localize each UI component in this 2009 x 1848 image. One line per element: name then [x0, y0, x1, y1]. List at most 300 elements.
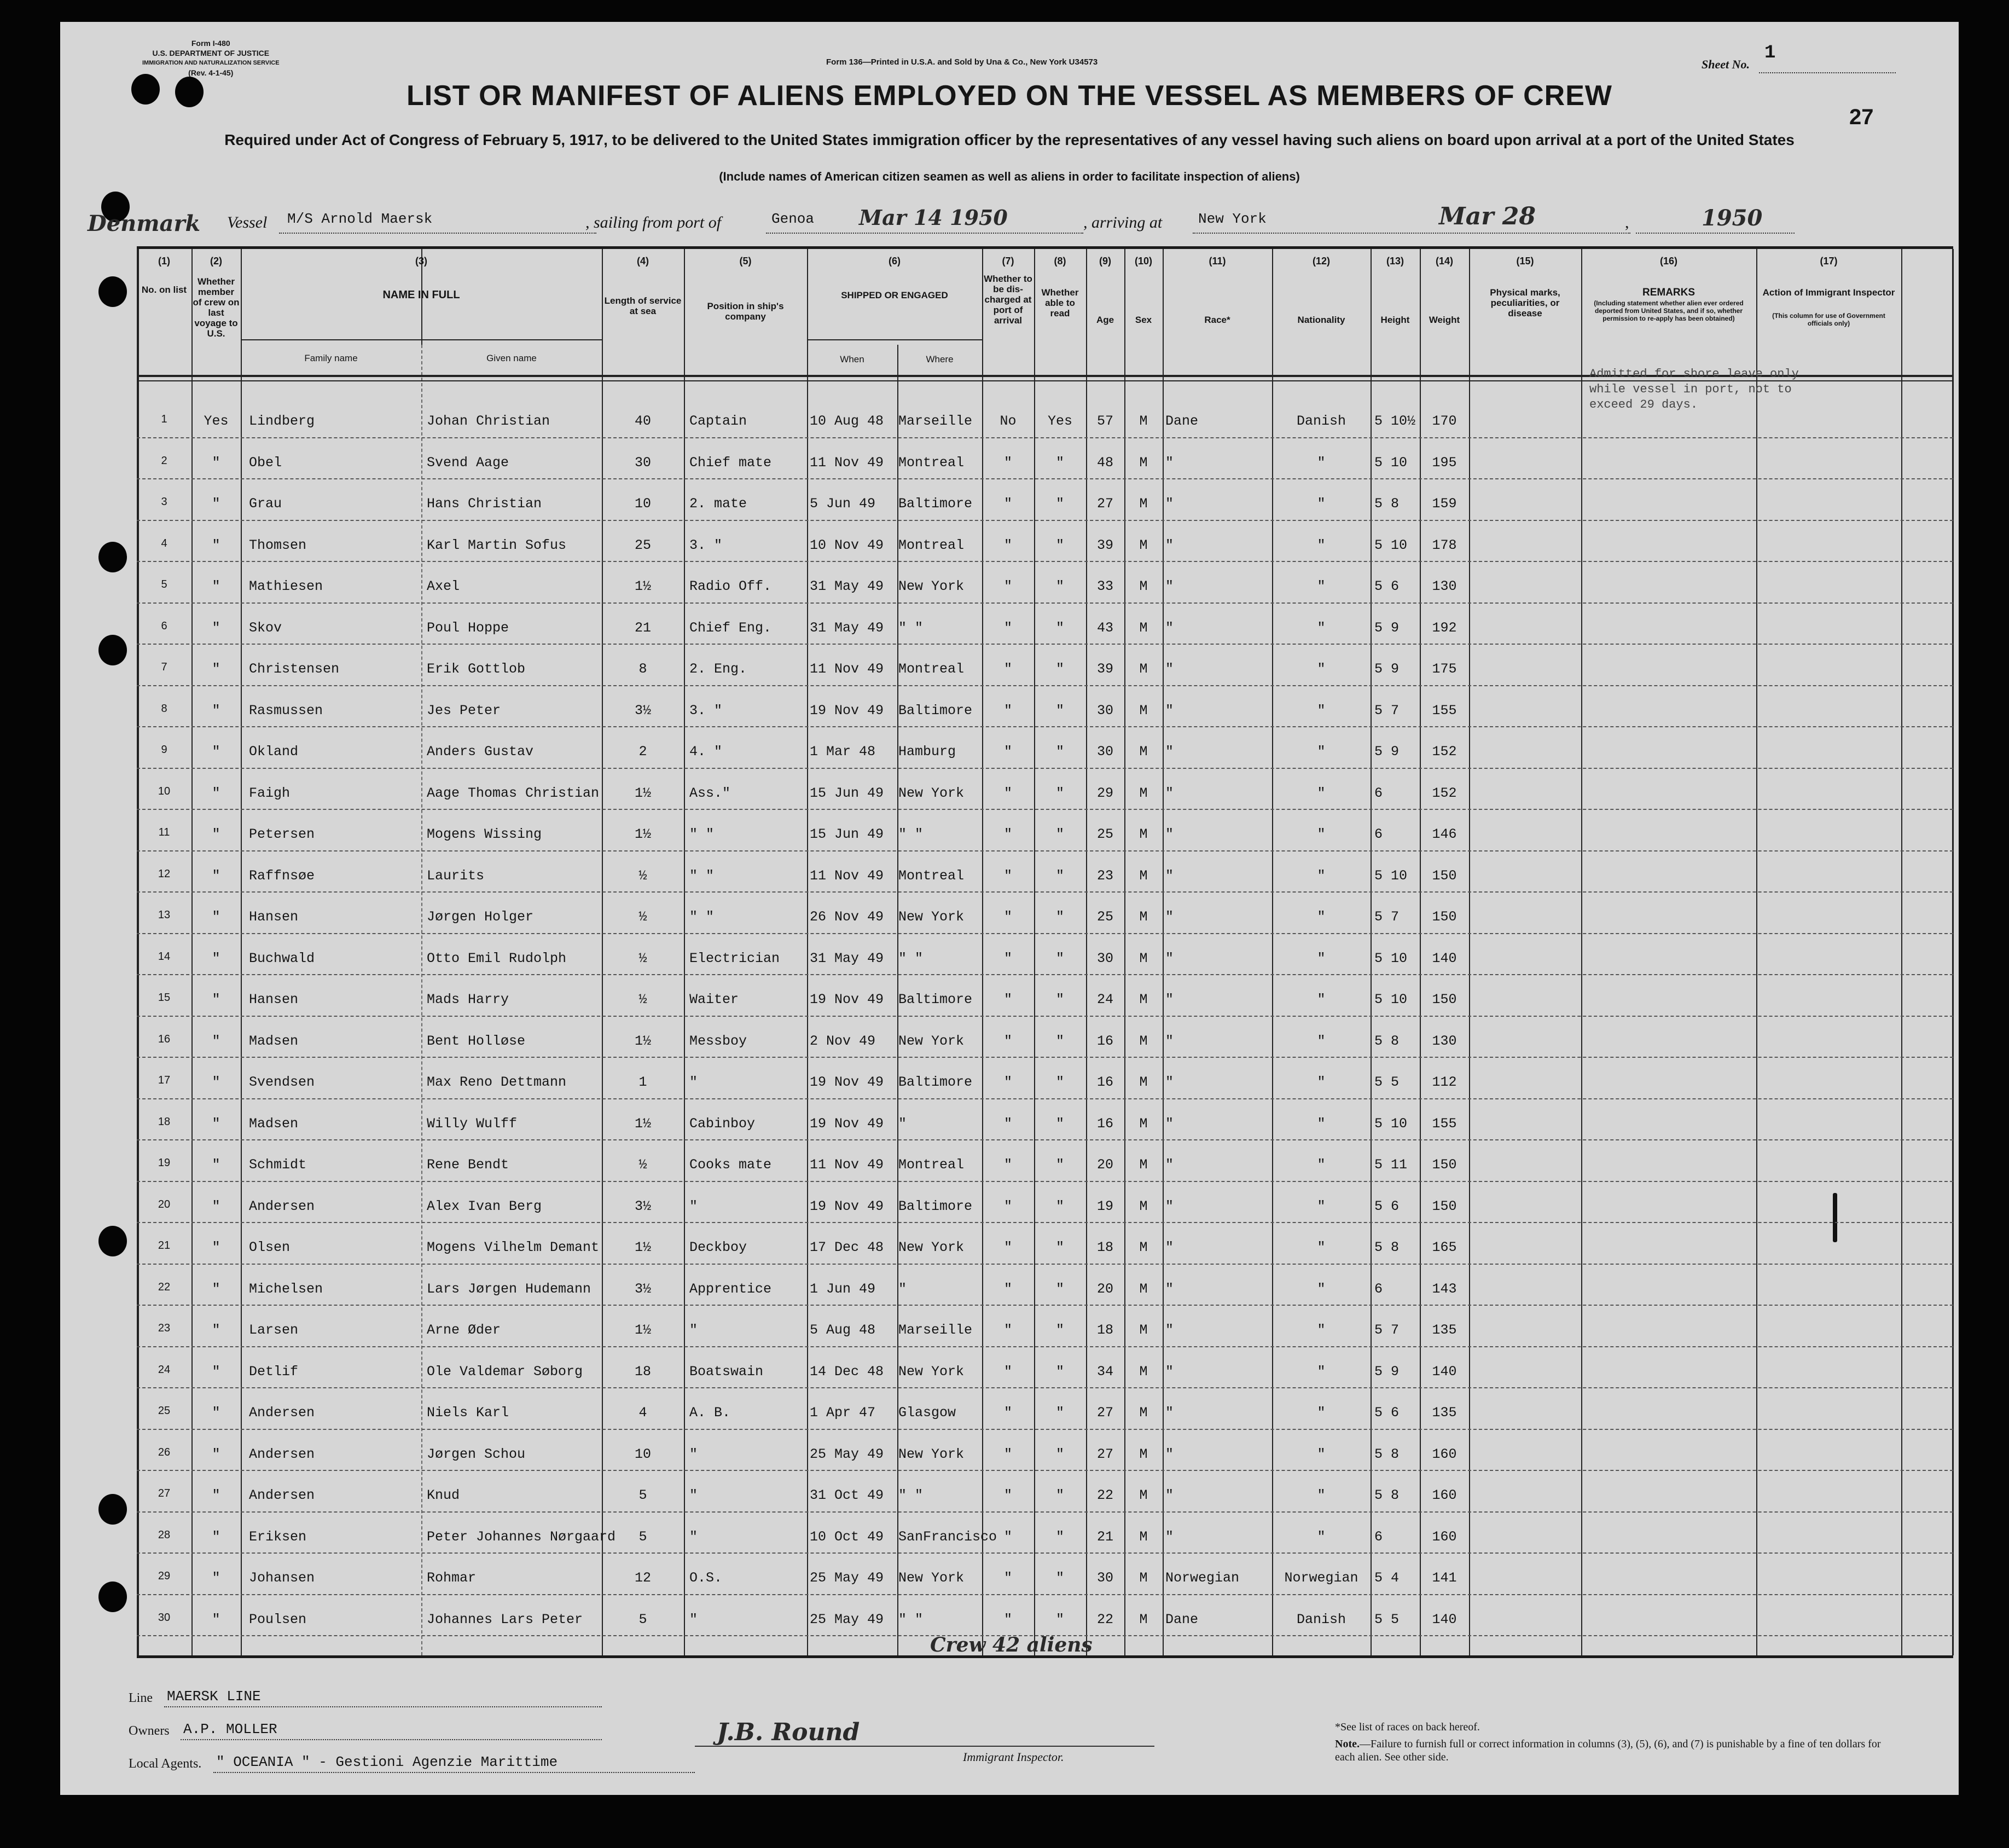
age: 22: [1096, 1611, 1113, 1627]
position: Waiter: [689, 992, 739, 1007]
discharged: ": [1003, 744, 1012, 760]
position: Chief Eng.: [689, 619, 772, 636]
discharged: ": [1003, 1157, 1012, 1173]
able-to-read: ": [1055, 1157, 1064, 1173]
given-name: Rene Bendt: [427, 1157, 509, 1173]
discharged: ": [1003, 785, 1012, 801]
owners-label: Owners: [129, 1724, 170, 1738]
given-name: Jørgen Holger: [427, 909, 534, 925]
table-row: [137, 562, 1953, 603]
family-name: Andersen: [249, 1198, 315, 1214]
col-number: (11): [1209, 256, 1226, 267]
height: 5 10: [1374, 537, 1408, 553]
age: 48: [1096, 454, 1113, 471]
race: ": [1165, 1281, 1174, 1297]
race: ": [1165, 496, 1174, 512]
weight: 192: [1432, 619, 1457, 636]
table-row: [137, 1099, 1953, 1140]
height: 5 8: [1374, 496, 1400, 512]
shipped-where: Baltimore: [898, 992, 973, 1007]
required-statement: Required under Act of Congress of February 5, 1917, to be delivered to the United States immigration officer by the representatives of any vessel having such aliens on board upon arrival at a port of the United States: [224, 131, 1795, 148]
length-of-service: 3½: [634, 1281, 651, 1297]
given-name: Jørgen Schou: [427, 1446, 526, 1462]
previous-voyage: ": [212, 1157, 220, 1173]
sex: M: [1139, 1157, 1148, 1173]
nationality: ": [1317, 1074, 1326, 1090]
family-name: Faigh: [249, 785, 291, 801]
previous-voyage: ": [212, 537, 220, 553]
header-able-read: Whether able to read: [1041, 287, 1079, 318]
position: Cabinboy: [689, 1115, 756, 1132]
age: 16: [1096, 1074, 1113, 1090]
shipped-where: Hamburg: [898, 744, 956, 760]
age: 21: [1096, 1528, 1113, 1545]
weight: 160: [1432, 1446, 1457, 1462]
able-to-read: ": [1055, 826, 1064, 842]
previous-voyage: Yes: [204, 413, 229, 429]
height: 5 9: [1374, 1363, 1400, 1380]
position: Boatswain: [689, 1363, 764, 1380]
nationality: ": [1317, 702, 1326, 719]
weight: 140: [1432, 1363, 1457, 1380]
row-number: 23: [158, 1322, 171, 1334]
row-number: 4: [161, 537, 167, 549]
sex: M: [1139, 661, 1148, 677]
shipped-where: Marseille: [898, 413, 973, 429]
shipped-when: 19 Nov 49: [810, 1074, 884, 1090]
position: ": [689, 1528, 698, 1545]
able-to-read: ": [1055, 909, 1064, 925]
nationality: Danish: [1296, 1611, 1346, 1627]
row-number: 16: [158, 1033, 171, 1045]
sex: M: [1139, 1033, 1148, 1049]
shipped-where: New York: [898, 578, 965, 594]
sailing-label: , sailing from port of: [585, 213, 722, 231]
row-number: 19: [158, 1157, 171, 1169]
race: ": [1165, 537, 1174, 553]
row-number: 6: [161, 619, 167, 632]
age: 39: [1096, 537, 1113, 553]
sheet-label: Sheet No.: [1702, 57, 1750, 71]
given-name: Willy Wulff: [427, 1115, 518, 1132]
nationality: ": [1317, 496, 1326, 512]
row-number: 17: [158, 1074, 171, 1086]
given-name: Anders Gustav: [427, 744, 534, 760]
col-number: (12): [1312, 256, 1330, 267]
discharged: ": [1003, 1322, 1012, 1338]
inspector-underline: [695, 1746, 1154, 1747]
able-to-read: ": [1055, 1405, 1064, 1421]
col-number: (8): [1054, 256, 1066, 267]
height: 5 10: [1374, 992, 1408, 1007]
table-row: [137, 645, 1953, 686]
col-number: (5): [739, 256, 752, 267]
nationality: ": [1317, 578, 1326, 594]
manifest-sheet: [60, 22, 1959, 1795]
able-to-read: ": [1055, 1487, 1064, 1503]
table-row: [137, 397, 1953, 438]
row-number: 27: [158, 1487, 171, 1499]
shore-leave-stamp: Admitted for shore leave only while vessel in port, not to exceed 29 days.: [1589, 367, 1799, 412]
header-action: Action of Immigrant Inspector: [1762, 287, 1895, 298]
able-to-read: ": [1055, 744, 1064, 760]
length-of-service: 5: [638, 1487, 647, 1503]
shipped-when: 1 Apr 47: [810, 1405, 876, 1421]
nationality: ": [1317, 1198, 1326, 1214]
race: ": [1165, 1033, 1174, 1049]
length-of-service: 1: [638, 1074, 647, 1090]
shipped-when: 19 Nov 49: [810, 1198, 884, 1214]
given-name: Lars Jørgen Hudemann: [427, 1281, 591, 1297]
form-identifier: Form I-480 U.S. DEPARTMENT OF JUSTICE IMMIGRATION AND NATURALIZATION SERVICE (Rev. 4-1-45): [142, 39, 280, 77]
sex: M: [1139, 950, 1148, 966]
length-of-service: ½: [638, 1157, 647, 1173]
vessel-label: Vessel: [227, 213, 268, 231]
agents-value: " OCEANIA " - Gestioni Agenzie Marittime: [216, 1754, 558, 1770]
length-of-service: 5: [638, 1611, 647, 1627]
family-name: Larsen: [249, 1322, 299, 1338]
previous-voyage: ": [212, 950, 220, 966]
length-of-service: 1½: [634, 1115, 651, 1132]
discharged: ": [1003, 702, 1012, 719]
able-to-read: ": [1055, 537, 1064, 553]
able-to-read: ": [1055, 1239, 1064, 1255]
family-name: Hansen: [249, 992, 299, 1007]
col-number: (3): [415, 256, 427, 267]
row-number: 7: [161, 661, 167, 673]
row-number: 8: [161, 702, 167, 715]
height: 5 5: [1374, 1611, 1400, 1627]
shipped-where: Baltimore: [898, 1074, 973, 1090]
weight: 130: [1432, 578, 1457, 594]
table-row: [137, 975, 1953, 1016]
previous-voyage: ": [212, 1405, 220, 1421]
discharged: ": [1003, 992, 1012, 1007]
age: 25: [1096, 826, 1113, 842]
row-number: 18: [158, 1115, 171, 1128]
race: ": [1165, 661, 1174, 677]
able-to-read: ": [1055, 619, 1064, 636]
row-number: 15: [158, 992, 171, 1004]
discharged: ": [1003, 1239, 1012, 1255]
header-physical: Physical marks, peculiarities, or disease: [1490, 287, 1560, 318]
position: 3. ": [689, 702, 723, 719]
shipped-when: 31 May 49: [810, 619, 884, 636]
nationality: ": [1317, 950, 1326, 966]
discharged: ": [1003, 537, 1012, 553]
shipped-when: 1 Jun 49: [810, 1281, 876, 1297]
age: 18: [1096, 1239, 1113, 1255]
length-of-service: 21: [634, 619, 651, 636]
age: 29: [1096, 785, 1113, 801]
given-name: Max Reno Dettmann: [427, 1074, 567, 1090]
shipped-when: 11 Nov 49: [810, 867, 884, 884]
printer-note: Form 136—Printed in U.S.A. and Sold by Una & Co., New York U34573: [826, 57, 1098, 67]
length-of-service: 2: [638, 744, 647, 760]
header-age: Age: [1096, 315, 1114, 325]
length-of-service: 40: [634, 413, 651, 429]
position: Radio Off.: [689, 578, 772, 594]
col-number: (15): [1516, 256, 1534, 267]
sex: M: [1139, 1239, 1148, 1255]
shipped-when: 10 Oct 49: [810, 1528, 884, 1545]
sex: M: [1139, 1611, 1148, 1627]
family-name: Petersen: [249, 826, 315, 842]
shipped-when: 19 Nov 49: [810, 1115, 884, 1132]
row-number: 28: [158, 1528, 171, 1541]
position: Apprentice: [689, 1281, 772, 1297]
shipped-when: 15 Jun 49: [810, 826, 884, 842]
race: ": [1165, 578, 1174, 594]
sex: M: [1139, 1363, 1148, 1380]
weight: 165: [1432, 1239, 1457, 1255]
sex: M: [1139, 1198, 1148, 1214]
weight: 160: [1432, 1487, 1457, 1503]
nationality: ": [1317, 1487, 1326, 1503]
able-to-read: ": [1055, 661, 1064, 677]
nationality: ": [1317, 1446, 1326, 1462]
shipped-when: 25 May 49: [810, 1570, 884, 1586]
owners-underline: [181, 1739, 602, 1740]
shipped-where: SanFrancisco: [898, 1528, 997, 1545]
age: 25: [1096, 909, 1113, 925]
previous-voyage: ": [212, 826, 220, 842]
previous-voyage: ": [212, 1570, 220, 1586]
able-to-read: ": [1055, 1074, 1064, 1090]
length-of-service: 10: [634, 1446, 651, 1462]
position: ": [689, 1074, 698, 1090]
fine-note: Note.—Failure to furnish full or correct information in columns (3), (5), (6), and (7) is punishable by a fine of ten dollars for each alien. See other side.: [1335, 1738, 1881, 1763]
shipped-when: 15 Jun 49: [810, 785, 884, 801]
shipped-where: " ": [898, 950, 924, 966]
nationality: ": [1317, 1363, 1326, 1380]
table-row: [137, 851, 1953, 893]
previous-voyage: ": [212, 1198, 220, 1214]
header-family-name: Family name: [304, 353, 358, 363]
position: O.S.: [689, 1570, 723, 1586]
sailing-date: Mar 14 1950: [859, 205, 1008, 230]
row-number: 26: [158, 1446, 171, 1458]
port-to: New York: [1198, 211, 1267, 227]
age: 33: [1096, 578, 1113, 594]
col-number: (16): [1659, 256, 1677, 267]
nationality: ": [1317, 1115, 1326, 1132]
given-name: Poul Hoppe: [427, 619, 509, 636]
shipped-when: 11 Nov 49: [810, 1157, 884, 1173]
given-name: Mogens Wissing: [427, 826, 542, 842]
position: ": [689, 1611, 698, 1627]
shipped-where: New York: [898, 909, 965, 925]
weight: 150: [1432, 1198, 1457, 1214]
age: 20: [1096, 1281, 1113, 1297]
family-name: Thomsen: [249, 537, 307, 553]
row-number: 12: [158, 867, 171, 880]
discharged: ": [1003, 578, 1012, 594]
able-to-read: ": [1055, 992, 1064, 1007]
able-to-read: ": [1055, 1363, 1064, 1380]
nationality: Norwegian: [1284, 1570, 1358, 1586]
given-name: Ole Valdemar Søborg: [427, 1363, 583, 1380]
race: ": [1165, 1446, 1174, 1462]
age: 27: [1096, 1446, 1113, 1462]
length-of-service: 1½: [634, 1322, 651, 1338]
previous-voyage: ": [212, 1446, 220, 1462]
family-name: Poulsen: [249, 1611, 307, 1627]
header-name-in-full: NAME IN FULL: [382, 289, 460, 301]
header-race: Race*: [1204, 315, 1230, 325]
race: ": [1165, 992, 1174, 1007]
previous-voyage: ": [212, 496, 220, 512]
port-from-underline: [766, 233, 1083, 234]
shipped-when: 5 Jun 49: [810, 496, 876, 512]
table-row: [137, 1306, 1953, 1347]
row-number: 22: [158, 1281, 171, 1293]
discharged: ": [1003, 1570, 1012, 1586]
header-remarks: REMARKS: [1642, 287, 1696, 298]
race: ": [1165, 1074, 1174, 1090]
include-note: (Include names of American citizen seamen as well as aliens in order to facilitate inspection of aliens): [719, 170, 1300, 183]
row-number: 14: [158, 950, 171, 963]
table-row: [137, 1554, 1953, 1595]
length-of-service: ½: [638, 867, 647, 884]
shipped-where: Montreal: [898, 1157, 965, 1173]
header-rule: [807, 339, 982, 340]
row-number: 1: [161, 413, 167, 425]
age: 27: [1096, 1405, 1113, 1421]
age: 27: [1096, 496, 1113, 512]
sheet-number: 1: [1764, 43, 1776, 63]
row-number: 20: [158, 1198, 171, 1210]
port-to-underline: [1193, 233, 1630, 234]
length-of-service: 1½: [634, 826, 651, 842]
table-row: [137, 1223, 1953, 1264]
table-row: [137, 1513, 1953, 1554]
race: ": [1165, 1528, 1174, 1545]
shipped-when: 19 Nov 49: [810, 702, 884, 719]
row-number: 13: [158, 909, 171, 921]
family-name: Lindberg: [249, 413, 315, 429]
weight: 170: [1432, 413, 1457, 429]
able-to-read: ": [1055, 454, 1064, 471]
length-of-service: 1½: [634, 785, 651, 801]
header-sex: Sex: [1135, 315, 1152, 325]
weight: 135: [1432, 1322, 1457, 1338]
nationality: ": [1317, 1322, 1326, 1338]
punch-hole: [98, 276, 127, 307]
vessel-name: M/S Arnold Maersk: [287, 211, 433, 227]
length-of-service: 1½: [634, 1033, 651, 1049]
discharged: ": [1003, 1528, 1012, 1545]
nationality: ": [1317, 867, 1326, 884]
able-to-read: ": [1055, 867, 1064, 884]
weight: 150: [1432, 867, 1457, 884]
family-name: Andersen: [249, 1446, 315, 1462]
height: 5 6: [1374, 1198, 1400, 1214]
weight: 150: [1432, 909, 1457, 925]
row-number: 24: [158, 1363, 171, 1376]
height: 5 9: [1374, 619, 1400, 636]
shipped-when: 31 May 49: [810, 950, 884, 966]
crew-count-note: Crew 42 aliens: [930, 1633, 1093, 1656]
position: 2. mate: [689, 496, 747, 512]
table-row: [137, 1347, 1953, 1388]
weight: 178: [1432, 537, 1457, 553]
weight: 146: [1432, 826, 1457, 842]
inspector-signature: J.B. Round: [717, 1718, 860, 1746]
given-name: Mads Harry: [427, 992, 509, 1007]
height: 6: [1374, 785, 1383, 801]
row-number: 10: [158, 785, 171, 797]
length-of-service: 18: [634, 1363, 651, 1380]
header-length-service: Length of service at sea: [604, 296, 682, 316]
table-row: [137, 438, 1953, 479]
height: 5 8: [1374, 1033, 1400, 1049]
discharged: ": [1003, 1611, 1012, 1627]
given-name: Aage Thomas Christian: [427, 785, 600, 801]
age: 43: [1096, 619, 1113, 636]
punch-hole: [98, 1494, 127, 1525]
table-row: [137, 893, 1953, 934]
previous-voyage: ": [212, 702, 220, 719]
family-name: Svendsen: [249, 1074, 315, 1090]
shipped-where: Baltimore: [898, 702, 973, 719]
shipped-where: New York: [898, 1570, 965, 1586]
shipped-when: 10 Aug 48: [810, 413, 884, 429]
race: ": [1165, 619, 1174, 636]
weight: 112: [1432, 1074, 1457, 1090]
shipped-when: 31 May 49: [810, 578, 884, 594]
position: 3. ": [689, 537, 723, 553]
length-of-service: ½: [638, 950, 647, 966]
family-name: Christensen: [249, 661, 340, 677]
sex: M: [1139, 1115, 1148, 1132]
sex: M: [1139, 578, 1148, 594]
able-to-read: ": [1055, 578, 1064, 594]
able-to-read: ": [1055, 1446, 1064, 1462]
family-name: Madsen: [249, 1033, 299, 1049]
sex: M: [1139, 1405, 1148, 1421]
shipped-where: Baltimore: [898, 1198, 973, 1214]
agents-label: Local Agents.: [129, 1757, 202, 1771]
height: 5 7: [1374, 1322, 1400, 1338]
weight: 159: [1432, 496, 1457, 512]
nationality: ": [1317, 537, 1326, 553]
age: 57: [1096, 413, 1113, 429]
family-name: Obel: [249, 454, 282, 471]
able-to-read: ": [1055, 1570, 1064, 1586]
position: " ": [689, 826, 715, 842]
punch-hole: [98, 542, 127, 572]
previous-voyage: ": [212, 1033, 220, 1049]
shipped-when: 25 May 49: [810, 1611, 884, 1627]
row-number: 21: [158, 1239, 171, 1252]
height: 5 7: [1374, 909, 1400, 925]
height: 5 6: [1374, 1405, 1400, 1421]
race: Dane: [1165, 413, 1199, 429]
discharged: ": [1003, 1487, 1012, 1503]
height: 5 10: [1374, 1115, 1408, 1132]
shipped-where: " ": [898, 826, 924, 842]
able-to-read: ": [1055, 1281, 1064, 1297]
table-row: [137, 1182, 1953, 1223]
previous-voyage: ": [212, 454, 220, 471]
weight: 152: [1432, 785, 1457, 801]
race: ": [1165, 785, 1174, 801]
position: ": [689, 1322, 698, 1338]
table-row: [137, 686, 1953, 727]
previous-voyage: ": [212, 1115, 220, 1132]
table-row: [137, 1595, 1953, 1636]
